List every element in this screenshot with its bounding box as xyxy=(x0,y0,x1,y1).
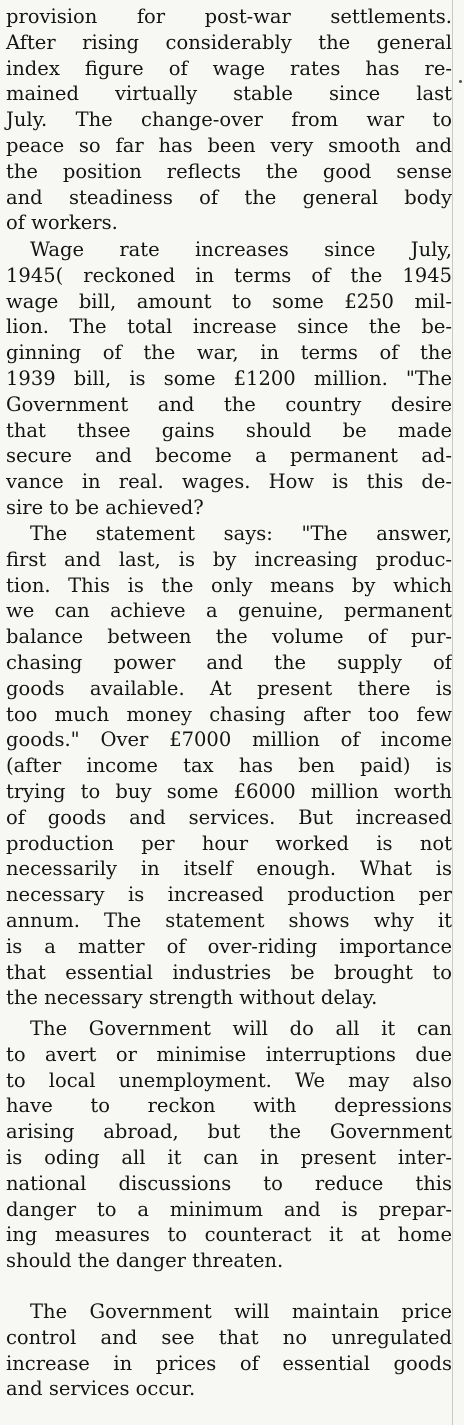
text-line: is a matter of over-riding importance xyxy=(6,934,452,958)
text-line: chasing power and the supply of xyxy=(6,650,452,674)
text-line: production per hour worked is not xyxy=(6,831,452,855)
text-line: arising abroad, but the Government xyxy=(6,1120,452,1144)
text-line: that thsee gains should be made xyxy=(6,418,452,442)
column-rule xyxy=(452,0,453,1425)
text-line: is oding all it can in present inter- xyxy=(6,1145,452,1169)
text-line: control and see that no unregulated xyxy=(6,1325,452,1349)
text-line: After rising considerably the general xyxy=(6,30,452,54)
margin-speck xyxy=(459,80,462,83)
text-line: wage bill, amount to some £250 mil- xyxy=(6,289,452,313)
paragraph-2 xyxy=(0,237,452,521)
text-line: peace so far has been very smooth and xyxy=(6,133,452,157)
text-line: lion. The total increase since the be- xyxy=(6,315,452,339)
text-line: (after income tax has ben paid) is xyxy=(6,754,452,778)
paragraph-5 xyxy=(0,1299,452,1402)
text-line: The statement says: "The answer, xyxy=(30,522,452,545)
text-line: ginning of the war, in terms of the xyxy=(6,341,452,365)
text-line: Wage rate increases since July, xyxy=(30,238,452,261)
text-line: too much money chasing after too few xyxy=(6,702,452,726)
text-line: annum. The statement shows why it xyxy=(6,908,452,932)
text-line: have to reckon with depressions xyxy=(6,1094,452,1118)
text-line: first and last, is by increasing produc- xyxy=(6,547,452,571)
paragraph-3 xyxy=(0,521,452,1011)
text-line: vance in real. wages. How is this de- xyxy=(6,470,452,494)
text-line: to avert or minimise interruptions due xyxy=(6,1042,452,1066)
text-line: danger to a minimum and is prepar- xyxy=(6,1197,452,1221)
text-line: sire to be achieved? xyxy=(6,495,204,519)
text-line: secure and become a permanent ad- xyxy=(6,444,452,468)
text-line: 1945( reckoned in terms of the 1945 xyxy=(6,263,452,287)
text-line: the position reflects the good sense xyxy=(6,159,452,183)
text-line: that essential industries be brought to xyxy=(6,960,452,984)
paragraph-1 xyxy=(0,4,452,236)
text-line: to local unemployment. We may also xyxy=(6,1068,452,1092)
text-line: July. The change-over from war to xyxy=(6,108,452,132)
text-line: tion. This is the only means by which xyxy=(6,573,452,597)
text-line: increase in prices of essential goods xyxy=(6,1351,452,1375)
text-line: Government and the country desire xyxy=(6,392,452,416)
paragraph-4 xyxy=(0,1016,452,1274)
text-line: of goods and services. But increased xyxy=(6,805,452,829)
text-line: goods." Over £7000 million of income xyxy=(6,728,452,752)
text-line: necessary is increased production per xyxy=(6,883,452,907)
text-line: should the danger threaten. xyxy=(6,1249,284,1273)
text-line: of workers. xyxy=(6,211,118,235)
text-line: necessarily in itself enough. What is xyxy=(6,857,452,881)
text-line: national discussions to reduce this xyxy=(6,1171,452,1195)
text-line: mained virtually stable since last xyxy=(6,82,452,106)
text-line: The Government will maintain price xyxy=(30,1300,452,1323)
text-line: and services occur. xyxy=(6,1377,196,1401)
text-line: ing measures to counteract it at home xyxy=(6,1223,452,1247)
text-line: provision for post-war settlements. xyxy=(6,5,452,28)
text-line: and steadiness of the general body xyxy=(6,185,452,209)
text-line: the necessary strength without delay. xyxy=(6,986,378,1010)
text-line: balance between the volume of pur- xyxy=(6,625,452,649)
text-line: we can achieve a genuine, permanent xyxy=(6,599,452,623)
text-line: index figure of wage rates has re- xyxy=(6,56,452,80)
text-line: goods available. At present there is xyxy=(6,676,452,700)
text-line: 1939 bill, is some £1200 million. "The xyxy=(6,366,452,390)
text-line: The Government will do all it can xyxy=(30,1017,452,1040)
text-line: trying to buy some £6000 million worth xyxy=(6,779,452,803)
